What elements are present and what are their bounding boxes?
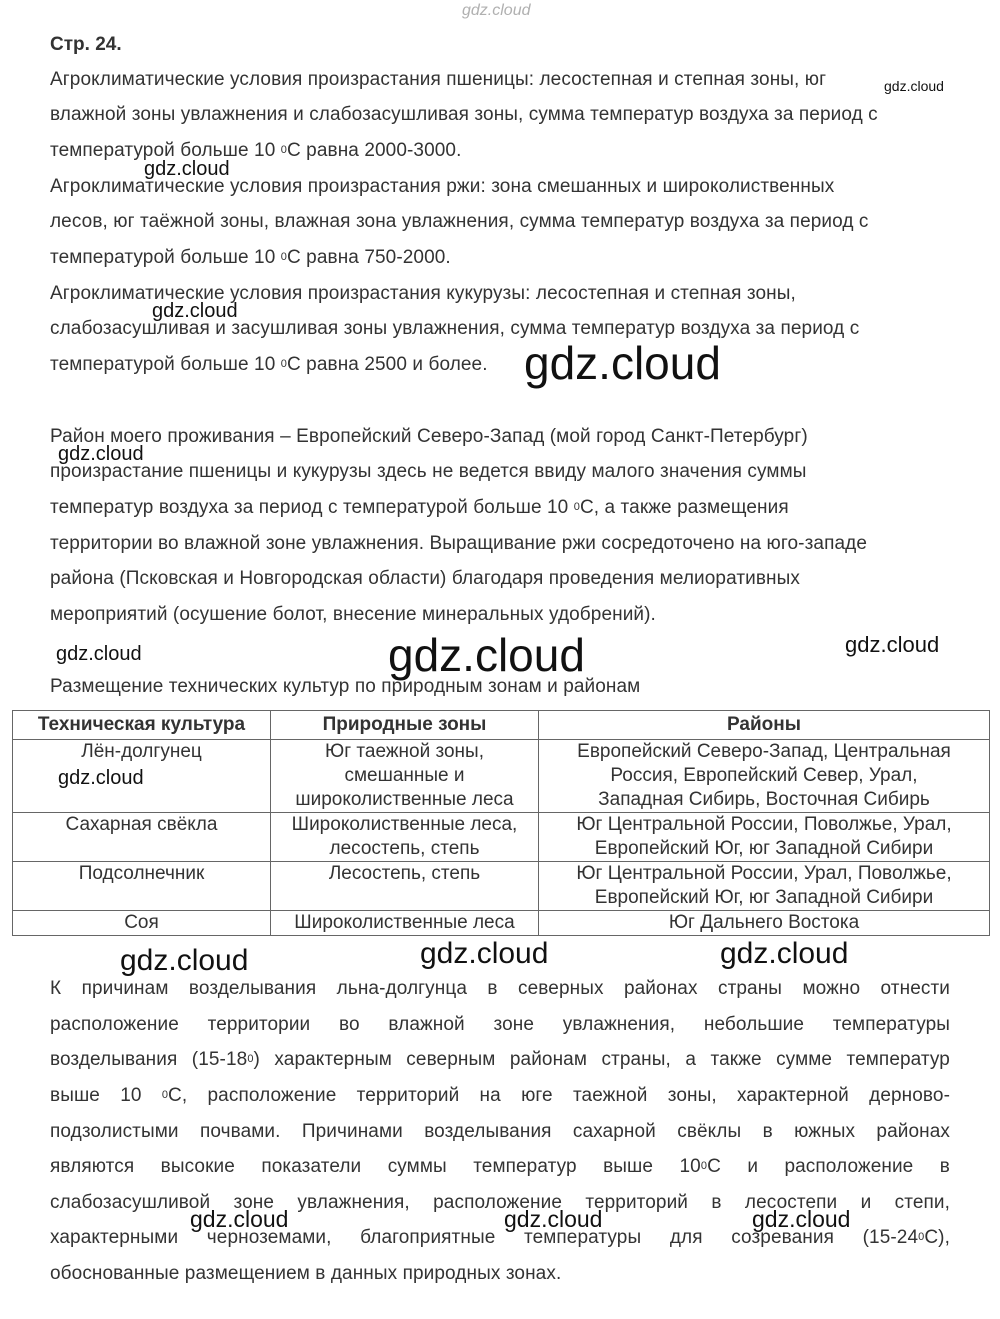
table-header-row xyxy=(13,711,990,740)
superscript: 0 xyxy=(280,144,287,156)
crop-cell xyxy=(13,862,271,911)
text: температурой больше 10 xyxy=(50,247,281,268)
cell-text: широколиственные леса xyxy=(295,789,514,810)
watermark: gdz.cloud xyxy=(884,78,944,94)
paragraph-line: мероприятий (осушение болот, внесение минеральных удобрений). xyxy=(50,604,656,625)
watermark: gdz.cloud xyxy=(144,158,230,180)
paragraph-line: лесов, юг таёжной зоны, влажная зона увлажнения, сумма температур воздуха за период с xyxy=(50,211,869,232)
zones-cell xyxy=(271,862,539,911)
cell-text: Юг Дальнего Востока xyxy=(668,912,860,933)
cell-text: Юг таежной зоны, xyxy=(325,741,484,762)
paragraph-line xyxy=(50,1049,950,1073)
text: возделывания (15-18 xyxy=(50,1049,248,1070)
paragraph-line: района (Псковская и Новгородская области) благодаря проведения мелиоративных xyxy=(50,568,801,589)
watermark: gdz.cloud xyxy=(152,300,238,322)
cell-text: Подсолнечник xyxy=(78,863,205,884)
paragraph-line xyxy=(50,354,488,378)
cell-text: Европейский Юг, юг Западной Сибири xyxy=(594,838,934,859)
text: являются высокие показатели суммы температур выше 10 xyxy=(50,1156,701,1177)
regions-cell xyxy=(539,911,990,936)
paragraph-line: Район моего проживания – Европейский Северо-Запад (мой город Санкт-Петербург) xyxy=(50,426,808,447)
crop-cell xyxy=(13,911,271,936)
watermark: gdz.cloud xyxy=(845,632,940,657)
watermark: gdz.cloud xyxy=(58,443,144,465)
text: С равна 750-2000. xyxy=(286,247,451,268)
watermark: gdz.cloud xyxy=(752,1206,851,1232)
table-row xyxy=(13,813,990,862)
paragraph-line: влажной зоны увлажнения и слабозасушливая зоны, сумма температур воздуха за период с xyxy=(50,104,878,125)
text: температурой больше 10 xyxy=(50,140,281,161)
text: температурой больше 10 xyxy=(50,354,281,375)
zones-cell xyxy=(271,740,539,813)
cell-text: смешанные и xyxy=(344,765,465,786)
paragraph-line: Агроклиматические условия произрастания ржи: зона смешанных и широколиственных xyxy=(50,176,835,197)
crops-table xyxy=(12,710,990,936)
text: С равна 2000-3000. xyxy=(286,140,462,161)
cell-text: Широколиственные леса, xyxy=(291,814,518,835)
superscript: 0 xyxy=(247,1053,254,1065)
watermark: gdz.cloud xyxy=(504,1206,603,1232)
watermark: gdz.cloud xyxy=(58,767,144,789)
paragraph-line: подзолистыми почвами. Причинами возделывания сахарной свёклы в южных районах xyxy=(50,1121,950,1142)
table-row xyxy=(13,862,990,911)
paragraph-line: К причинам возделывания льна-долгунца в северных районах страны можно отнести xyxy=(50,978,950,999)
cell-text: Юг Центральной России, Поволжье, Урал, xyxy=(576,814,952,835)
page-title: Стр. 24. xyxy=(50,34,122,55)
paragraph-line: расположение территории во влажной зоне увлажнения, небольшие температуры xyxy=(50,1014,950,1035)
paragraph-line: Агроклиматические условия произрастания кукурузы: лесостепная и степная зоны, xyxy=(50,283,796,304)
watermark: gdz.cloud xyxy=(120,944,249,977)
crop-cell xyxy=(13,813,271,862)
text: С, а также размещения xyxy=(579,497,789,518)
watermark: gdz.cloud xyxy=(56,643,142,665)
superscript: 0 xyxy=(573,501,580,513)
text: выше 10 xyxy=(50,1085,162,1106)
paragraph-line xyxy=(50,1085,950,1109)
cell-text: лесостепь, степь xyxy=(329,838,480,859)
cell-text: Лесостепь, степь xyxy=(328,863,481,884)
superscript: 0 xyxy=(918,1231,925,1243)
regions-cell xyxy=(539,740,990,813)
cell-text: Сахарная свёкла xyxy=(65,814,218,835)
zones-cell xyxy=(271,813,539,862)
text: ) характерным северным районам страны, а также сумме температур xyxy=(253,1049,950,1070)
text: С равна 2500 и более. xyxy=(286,354,488,375)
table-row xyxy=(13,740,990,813)
paragraph-line xyxy=(50,497,789,521)
text: С, расположение территорий на юге таежной зоны, характерной дерново- xyxy=(168,1085,950,1106)
paragraph-line xyxy=(50,1156,950,1180)
cell-text: Западная Сибирь, Восточная Сибирь xyxy=(598,789,930,810)
watermark: gdz.cloud xyxy=(524,337,721,389)
regions-cell xyxy=(539,813,990,862)
header-watermark: gdz.cloud xyxy=(462,2,531,19)
paragraph-line: территории во влажной зоне увлажнения. Выращивание ржи сосредоточено на юго-западе xyxy=(50,533,867,554)
paragraph-line: Агроклиматические условия произрастания пшеницы: лесостепная и степная зоны, юг xyxy=(50,69,827,90)
paragraph-line: слабозасушливой зоне увлажнения, расположение территорий в лесостепи и степи, xyxy=(50,1192,950,1213)
watermark: gdz.cloud xyxy=(190,1206,289,1232)
text: С и расположение в xyxy=(707,1156,950,1177)
superscript: 0 xyxy=(700,1160,708,1172)
paragraph-line: обоснованные размещением в данных природных зонах. xyxy=(50,1263,562,1284)
zones-cell xyxy=(271,911,539,936)
column-header: Районы xyxy=(539,711,990,740)
regions-cell xyxy=(539,862,990,911)
text: характерными черноземами, благоприятные температуры для созревания (15-24 xyxy=(50,1227,919,1248)
cell-text: Широколиственные леса xyxy=(294,912,515,933)
paragraph-line: слабозасушливая и засушливая зоны увлажнения, сумма температур воздуха за период с xyxy=(50,318,860,339)
paragraph-line: произрастание пшеницы и кукурузы здесь не ведется ввиду малого значения суммы xyxy=(50,461,807,482)
paragraph-line xyxy=(50,247,451,271)
text: С), xyxy=(924,1227,950,1248)
table-caption: Размещение технических культур по природным зонам и районам xyxy=(50,676,641,697)
superscript: 0 xyxy=(280,358,287,370)
watermark: gdz.cloud xyxy=(388,629,585,681)
cell-text: Соя xyxy=(124,912,159,933)
table-row xyxy=(13,911,990,936)
cell-text: Лён-долгунец xyxy=(81,741,202,762)
superscript: 0 xyxy=(280,251,287,263)
watermark: gdz.cloud xyxy=(420,937,549,970)
superscript: 0 xyxy=(161,1089,169,1101)
cell-text: Европейский Северо-Запад, Центральная xyxy=(577,741,951,762)
paragraph-line xyxy=(50,140,461,164)
column-header: Техническая культура xyxy=(13,711,271,740)
cell-text: Юг Центральной России, Урал, Поволжье, xyxy=(576,863,952,884)
text: температур воздуха за период с температурой больше 10 xyxy=(50,497,574,518)
cell-text: Европейский Юг, юг Западной Сибири xyxy=(594,887,934,908)
column-header: Природные зоны xyxy=(271,711,539,740)
watermark: gdz.cloud xyxy=(720,937,849,970)
cell-text: Россия, Европейский Север, Урал, xyxy=(610,765,918,786)
